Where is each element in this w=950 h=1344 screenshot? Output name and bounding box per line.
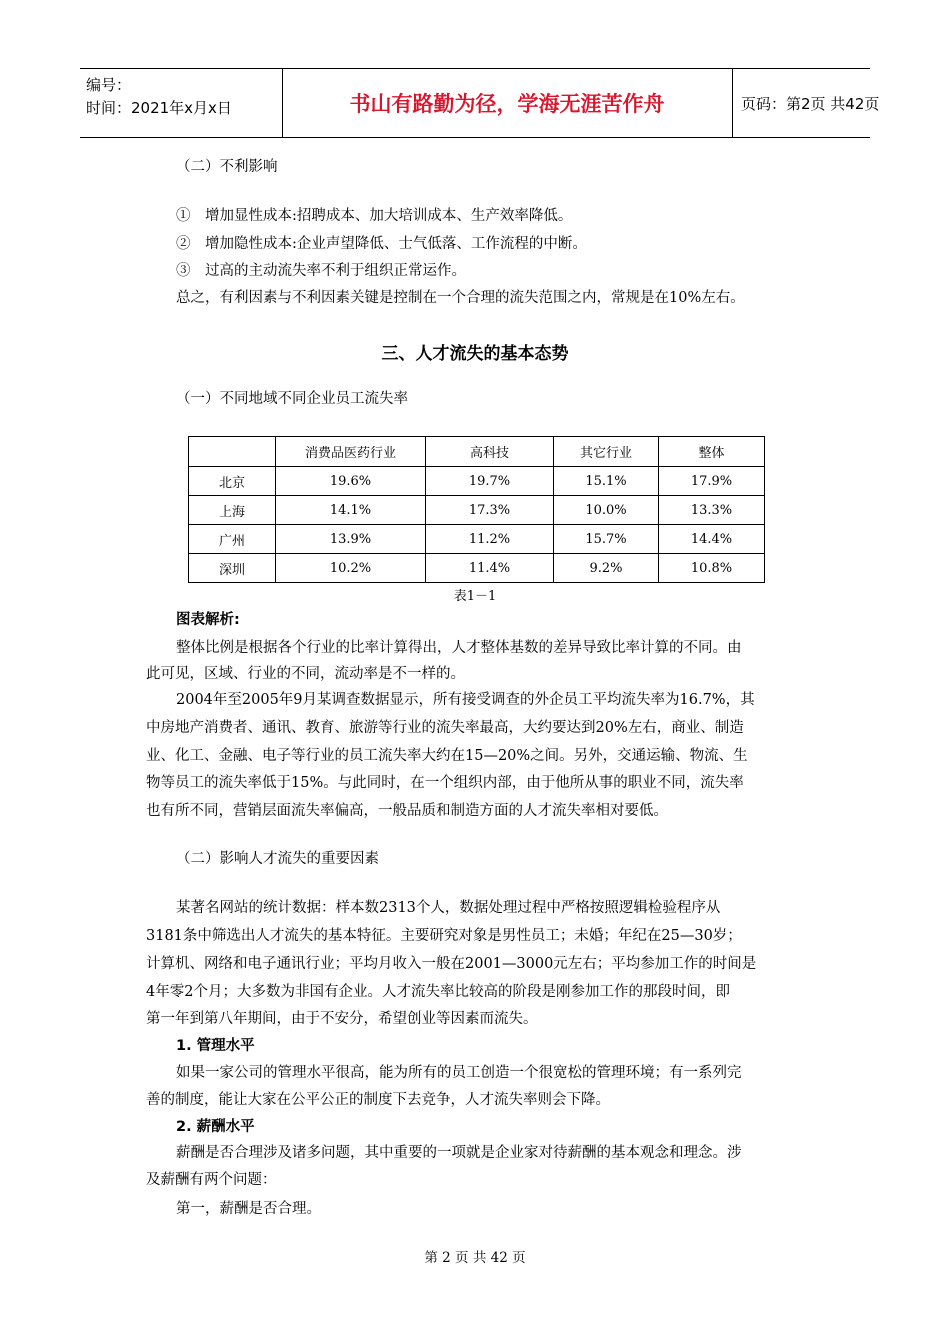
section-heading-disadvantages: （二）不利影响 (176, 159, 278, 175)
header-motto: 书山有路勤为径，学海无涯苦作舟 (282, 69, 733, 137)
page-footer: 第 2 页 共 42 页 (424, 1250, 526, 1266)
paragraph-line: 业、化工、金融、电子等行业的员工流失率大约在15—20%之间。另外，交通运输、物流、生 (146, 748, 748, 764)
table-cell: 17.9% (659, 467, 765, 496)
table-cell: 上海 (189, 496, 276, 525)
date-label: 时间：2021年x月x日 (86, 99, 232, 117)
table-header-cell: 其它行业 (554, 437, 659, 467)
table-cell: 10.2% (276, 554, 426, 583)
paragraph-line: 善的制度，能让大家在公平公正的制度下去竞争，人才流失率则会下降。 (146, 1092, 610, 1108)
summary-paragraph: 总之，有利因素与不利因素关键是控制在一个合理的流失范围之内，常规是在10%左右。 (176, 290, 745, 306)
section-heading-factors: （二）影响人才流失的重要因素 (176, 851, 379, 867)
paragraph-line: 第一年到第八年期间，由于不安分，希望创业等因素而流失。 (146, 1011, 538, 1027)
table-cell: 11.2% (426, 525, 554, 554)
table-caption: 表1－1 (453, 589, 497, 604)
paragraph-line: 如果一家公司的管理水平很高，能为所有的员工创造一个很宽松的管理环境；有一系列完 (176, 1065, 742, 1081)
table-cell: 10.8% (659, 554, 765, 583)
paragraph-line: 薪酬是否合理涉及诸多问题，其中重要的一项就是企业家对待薪酬的基本观念和理念。涉 (176, 1145, 742, 1161)
table-cell: 17.3% (426, 496, 554, 525)
table-header-cell: 高科技 (426, 437, 554, 467)
header-page-info: 页码：第2页 共42页 (741, 94, 880, 113)
table-row (189, 554, 765, 583)
table-row (189, 467, 765, 496)
management-heading: 1. 管理水平 (176, 1038, 255, 1054)
table-header-cell: 消费品医药行业 (276, 437, 426, 467)
paragraph-line: 2004年至2005年9月某调查数据显示，所有接受调查的外企员工平均流失率为16.7%，其 (176, 692, 755, 708)
table-row (189, 496, 765, 525)
paragraph-line: 计算机、网络和电子通讯行业；平均月收入一般在2001—3000元左右；平均参加工作的时间是 (146, 956, 757, 972)
paragraph-line: 第一，薪酬是否合理。 (176, 1201, 321, 1217)
table-cell: 广州 (189, 525, 276, 554)
paragraph-line: 物等员工的流失率低于15%。与此同时，在一个组织内部，由于他所从事的职业不同，流失率 (146, 775, 744, 791)
table-cell: 13.3% (659, 496, 765, 525)
table-header-row (189, 437, 765, 467)
table-row (189, 525, 765, 554)
table-cell: 19.6% (276, 467, 426, 496)
turnover-table (188, 436, 765, 583)
paragraph-line: 整体比例是根据各个行业的比率计算得出，人才整体基数的差异导致比率计算的不同。由 (176, 640, 742, 656)
paragraph-line: 也有所不同，营销层面流失率偏高，一般品质和制造方面的人才流失率相对要低。 (146, 803, 668, 819)
table-header-cell (189, 437, 276, 467)
analysis-heading: 图表解析: (176, 612, 240, 628)
paragraph-line: 中房地产消费者、通讯、教育、旅游等行业的流失率最高，大约要达到20%左右，商业、制造 (146, 720, 744, 736)
list-item: ② 增加隐性成本:企业声望降低、士气低落、工作流程的中断。 (176, 236, 587, 252)
section-heading-region-rate: （一）不同地域不同企业员工流失率 (176, 391, 408, 407)
paragraph-line: 此可见，区域、行业的不同，流动率是不一样的。 (146, 666, 465, 682)
list-item: ① 增加显性成本:招聘成本、加大培训成本、生产效率降低。 (176, 208, 573, 224)
header-left-cell (80, 69, 283, 137)
list-item: ③ 过高的主动流失率不利于组织正常运作。 (176, 263, 466, 279)
paragraph-line: 及薪酬有两个问题： (146, 1172, 277, 1188)
table-cell: 深圳 (189, 554, 276, 583)
table-cell: 13.9% (276, 525, 426, 554)
table-cell: 10.0% (554, 496, 659, 525)
page-header (80, 68, 880, 138)
paragraph-line: 某著名网站的统计数据：样本数2313个人，数据处理过程中严格按照逻辑检验程序从 (176, 900, 721, 916)
table-header-cell: 整体 (659, 437, 765, 467)
paragraph-line: 3181条中筛选出人才流失的基本特征。主要研究对象是男性员工；未婚；年纪在25—30岁； (146, 928, 742, 944)
number-label: 编号： (86, 76, 132, 94)
salary-heading: 2. 薪酬水平 (176, 1119, 255, 1135)
paragraph-line: 4年零2个月；大多数为非国有企业。人才流失率比较高的阶段是刚参加工作的那段时间，即 (146, 984, 730, 1000)
table-cell: 19.7% (426, 467, 554, 496)
chapter-title: 三、人才流失的基本态势 (381, 344, 569, 364)
table-cell: 14.4% (659, 525, 765, 554)
table-cell: 11.4% (426, 554, 554, 583)
table-cell: 15.1% (554, 467, 659, 496)
table-cell: 9.2% (554, 554, 659, 583)
table-cell: 14.1% (276, 496, 426, 525)
table-cell: 北京 (189, 467, 276, 496)
table-cell: 15.7% (554, 525, 659, 554)
